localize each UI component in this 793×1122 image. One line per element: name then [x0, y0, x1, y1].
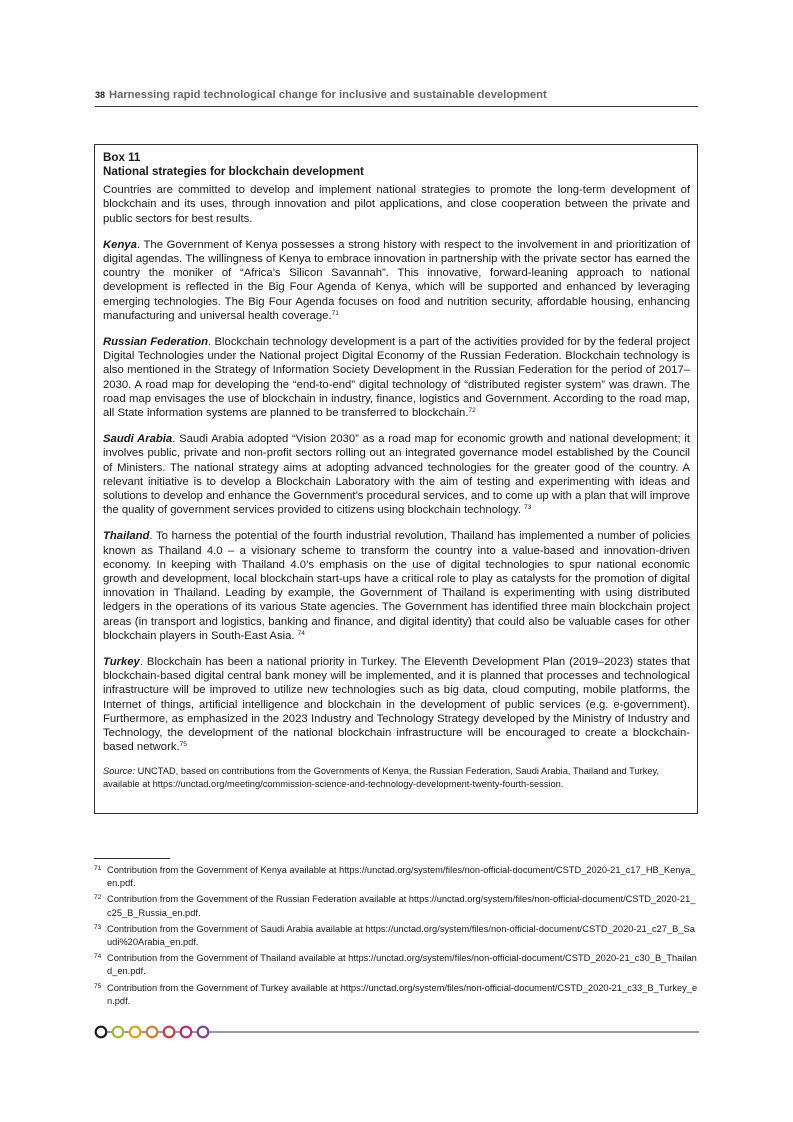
- footnote-separator: [94, 858, 170, 859]
- country-name: Turkey: [103, 656, 140, 669]
- box-source: [103, 765, 690, 791]
- country-paragraph-kenya: [103, 238, 690, 323]
- footnotes: [94, 864, 698, 1011]
- footnote-text: Contribution from the Government of Saudi Arabia available at https://unctad.org/system/files/non-official-document/CSTD_2020-21_c27_B_Saudi%20Arabia_en.pdf.: [107, 923, 695, 948]
- country-name: Saudi Arabia: [103, 433, 173, 446]
- source-label: Source:: [103, 765, 136, 776]
- country-name: Kenya: [103, 238, 137, 251]
- footnote-number: 71: [94, 865, 102, 872]
- footnote: [94, 982, 698, 1008]
- country-paragraph-turkey: [103, 655, 690, 754]
- footnote-number: 72: [94, 894, 102, 902]
- country-name: Russian Federation: [103, 336, 209, 349]
- footnote-ref[interactable]: 71: [331, 309, 339, 317]
- box-intro: Countries are committed to develop and implement national strategies to promote the long-term development of blockchain and its uses, through innovation and pilot applications, and close cooperation between the private and public sectors for best results.: [103, 184, 690, 225]
- footnote-number: 75: [94, 982, 102, 990]
- footer-decoration: [93, 1025, 699, 1039]
- country-paragraph-thailand: [103, 529, 690, 643]
- country-text: . To harness the potential of the fourth industrial revolution, Thailand has implemented a number of policies known as Thailand 4.0 – a visionary scheme to transform the country into a value-based and innovation-driven economy. In keeping with Thailand 4.0’s emphasis on the use of digital technologies to spur national economic growth and development, local blockchain start-ups have a critical role to play as catalysts for the promotion of digital innovation in Thailand. Leading by example, the Government of Thailand is experimenting with using distributed ledgers in the operations of its various State agencies. The Government has identified three main blockchain project areas (in transport and logistics, banking and finance, and digital identity) that could also be valuable cases for other blockchain players in South-East Asia.: [103, 530, 690, 642]
- footnote: [94, 923, 698, 949]
- footer-circle-4: [147, 1027, 158, 1038]
- footnote-text: Contribution from the Government of Turkey available at https://unctad.org/system/files/non-official-document/CSTD_2020-21_c33_B_Turkey_en.pdf.: [107, 982, 698, 1006]
- footnote-text: Contribution from the Government of Thailand available at https://unctad.org/system/files/non-official-document/CSTD_2020-21_c30_B_Thailand_en.pdf.: [107, 953, 697, 977]
- footnote-ref[interactable]: 74: [297, 629, 305, 637]
- footnote-text: Contribution from the Government of the Russian Federation available at https://unctad.org/system/files/non-official-document/CSTD_2020-21_c25_B_Russia_en.pdf.: [107, 894, 696, 918]
- footnote-number: 73: [94, 923, 102, 931]
- box-label: Box 11: [103, 151, 141, 164]
- box-11: [94, 144, 698, 814]
- footnote-ref[interactable]: 75: [179, 741, 187, 749]
- footer-circle-6: [181, 1027, 192, 1038]
- footnote-ref[interactable]: 73: [524, 504, 532, 512]
- footnote-number: 74: [94, 953, 102, 961]
- page-number: 38: [95, 90, 106, 100]
- country-paragraph-russian-federation: [103, 335, 690, 420]
- country-text: . Blockchain technology development is a part of the activities provided for by the federal project Digital Technologies under the National project Digital Economy of the Russian Federation. Blockchain technology is also mentioned in the Strategy of Information Society Development in the Russian Federation for the period of 2017–2030. A road map for developing the “end-to-end” digital technology of “distributed register system” was drawn. The road map envisages the use of blockchain in industry, finance, logistics and Government. According to the road map, all State information systems are planned to be transferred to blockchain.: [103, 336, 690, 420]
- footer-circle-2: [113, 1027, 124, 1038]
- running-header: [95, 89, 698, 107]
- footnote: [94, 864, 698, 890]
- footnote: [94, 893, 698, 919]
- footer-circle-3: [130, 1027, 141, 1038]
- country-text: . Saudi Arabia adopted “Vision 2030” as a road map for economic growth and national development; it involves public, private and non-profit sectors rolling out an integrated governance model established by the Council of Ministers. The national strategy aims at adopting advanced technologies for the greater good of the country. A relevant initiative is to develop a Blockchain Laboratory with the aim of testing and experimenting with ideas and solutions to develop and enhance the Government’s procedural services, and to come up with a plan that will improve the quality of government services provided to citizens using blockchain technology.: [103, 433, 690, 517]
- source-text: UNCTAD, based on contributions from the Governments of Kenya, the Russian Federation, Saudi Arabia, Thailand and Turkey, available at https://unctad.org/meeting/commission-science-and-technology-development-twenty-fourth-session.: [103, 765, 660, 789]
- footer-circle-7: [198, 1027, 209, 1038]
- running-title: Harnessing rapid technological change for inclusive and sustainable development: [109, 89, 547, 101]
- footnote-ref[interactable]: 72: [468, 407, 476, 415]
- footnote: [94, 952, 698, 978]
- country-name: Thailand: [103, 530, 150, 543]
- footer-circle-5: [164, 1027, 175, 1038]
- country-text: . Blockchain has been a national priority in Turkey. The Eleventh Development Plan (2019–2023) states that blockchain-based digital central bank money will be implemented, and it is planned that processes and technological infrastructure will be improved to utilize new technologies such as big data, cloud computing, mobile platforms, the Internet of things, artificial intelligence and blockchain in the development of public services (e.g. e-government). Furthermore, as emphasized in the 2023 Industry and Technology Strategy developed by the Ministry of Industry and Technology, the development of the national blockchain infrastructure will be encouraged to create a blockchain-based network.: [103, 656, 690, 754]
- country-paragraph-saudi-arabia: [103, 432, 690, 517]
- box-title: National strategies for blockchain development: [103, 164, 364, 178]
- footer-circle-1: [96, 1027, 107, 1038]
- footnote-text: Contribution from the Government of Kenya available at https://unctad.org/system/files/non-official-document/CSTD_2020-21_c17_HB_Kenya_en.pdf.: [107, 865, 696, 889]
- country-text: . The Government of Kenya possesses a strong history with respect to the involvement in and prioritization of digital agendas. The willingness of Kenya to embrace innovation in partnership with the private sector has earned the country the moniker of “Africa’s Silicon Savannah”. This innovative, forward-leaning approach to national development is reflected in the Big Four Agenda of Kenya, which will be supported and enhanced by leveraging emerging technologies. The Big Four Agenda focuses on food and nutrition security, affordable housing, enhancing manufacturing and universal health coverage.: [103, 238, 690, 322]
